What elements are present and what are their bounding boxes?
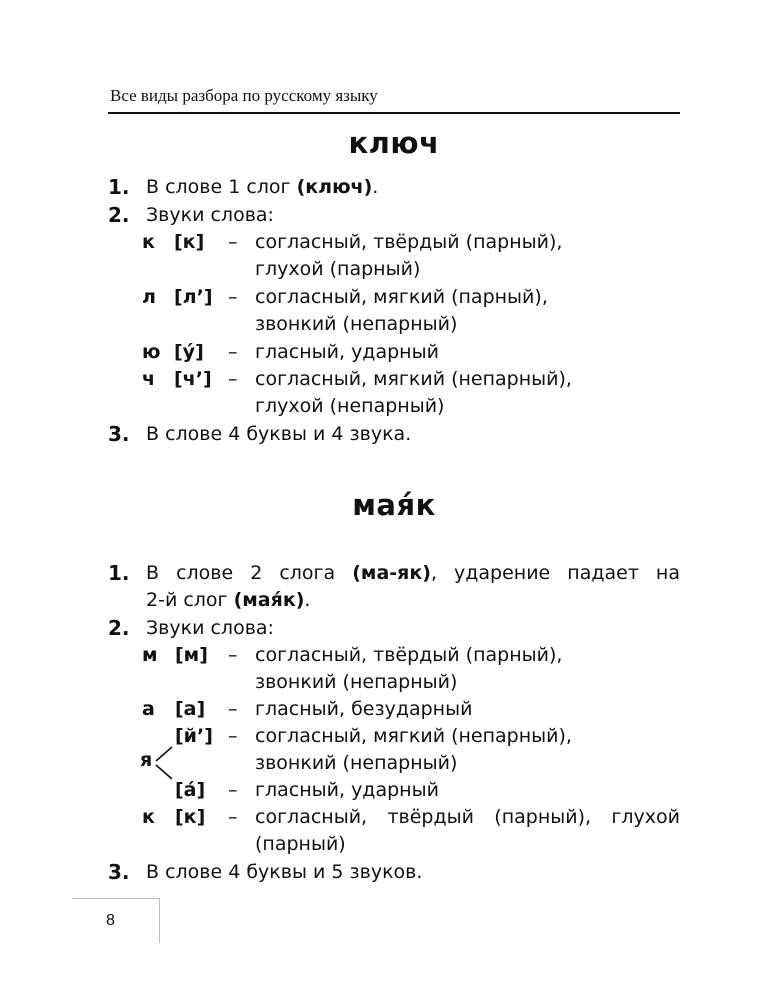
sound-transcription: [а] <box>175 698 206 720</box>
syllable-bold: (ма-як) <box>352 562 431 584</box>
page-number: 8 <box>106 912 115 929</box>
item-number: 2. <box>108 616 130 640</box>
sound-transcription: [й’] <box>175 725 213 747</box>
sound-description: звонкий (непарный) <box>255 752 458 774</box>
running-header: Все виды разбора по русскому языку <box>110 86 378 105</box>
sound-dash: – <box>228 368 238 390</box>
sound-letter: ю <box>142 341 161 363</box>
sound-description: гласный, безударный <box>255 698 473 720</box>
syllable-line: В слове 2 слога (ма-як), ударение падает на <box>146 562 680 584</box>
sound-transcription: [к] <box>175 806 206 828</box>
syllable-bold: (ключ) <box>296 176 373 198</box>
sound-description: звонкий (непарный) <box>255 313 458 335</box>
entry-word: мая́к <box>352 488 436 522</box>
sound-description: гласный, ударный <box>255 779 439 801</box>
sound-dash: – <box>228 698 238 720</box>
sound-letter: л <box>142 286 156 308</box>
sound-dash: – <box>228 231 238 253</box>
sound-letter: ч <box>142 368 156 390</box>
syllable-line: В слове 1 слог (ключ). <box>146 176 379 198</box>
sound-letter: м <box>142 644 158 666</box>
syllable-line-2: 2-й слог (мая́к). <box>146 589 311 611</box>
sound-transcription: [у́] <box>174 341 204 363</box>
branch-lines-icon <box>154 740 176 784</box>
sound-description: согласный, мягкий (непарный), <box>255 368 572 390</box>
sound-letter: я <box>140 749 153 771</box>
syllable-text: В слове 1 слог <box>146 176 297 198</box>
item-number: 2. <box>108 203 130 227</box>
sound-transcription: [а́] <box>175 779 206 801</box>
syllable-bold: (мая́к) <box>233 589 305 611</box>
sound-description: звонкий (непарный) <box>255 671 458 693</box>
sound-description: глухой (парный) <box>255 258 421 280</box>
letters-sounds-count: В слове 4 буквы и 5 звуков. <box>146 861 423 883</box>
sound-dash: – <box>228 725 238 747</box>
item-number: 3. <box>108 422 130 446</box>
sound-description: согласный, твёрдый (парный), <box>255 644 563 666</box>
sound-description: гласный, ударный <box>255 341 439 363</box>
sound-description: глухой (непарный) <box>255 395 445 417</box>
sound-transcription: [л’] <box>174 286 213 308</box>
sounds-heading: Звуки слова: <box>146 617 274 639</box>
sound-transcription: [к] <box>174 231 205 253</box>
item-number: 1. <box>108 561 130 585</box>
letters-sounds-count: В слове 4 буквы и 4 звука. <box>146 423 412 445</box>
sound-dash: – <box>228 286 238 308</box>
header-rule <box>108 112 680 114</box>
entry-word: ключ <box>348 126 440 160</box>
sound-description: согласный, мягкий (непарный), <box>255 725 572 747</box>
page-number-box <box>72 898 160 943</box>
sound-dash: – <box>228 341 238 363</box>
sounds-heading: Звуки слова: <box>146 204 274 226</box>
sound-dash: – <box>228 779 238 801</box>
sound-transcription: [ч’] <box>174 368 212 390</box>
sound-description: согласный, твёрдый (парный), <box>255 231 563 253</box>
sound-description: согласный, твёрдый (парный), глухой <box>255 806 680 828</box>
item-number: 3. <box>108 860 130 884</box>
sound-letter: а <box>142 698 155 720</box>
sound-letter: к <box>142 806 155 828</box>
sound-description: согласный, мягкий (парный), <box>255 286 548 308</box>
sound-dash: – <box>228 806 238 828</box>
sound-letter: к <box>142 231 155 253</box>
sound-description: (парный) <box>255 833 346 855</box>
sound-dash: – <box>228 644 238 666</box>
item-number: 1. <box>108 175 130 199</box>
sound-transcription: [м] <box>175 644 208 666</box>
